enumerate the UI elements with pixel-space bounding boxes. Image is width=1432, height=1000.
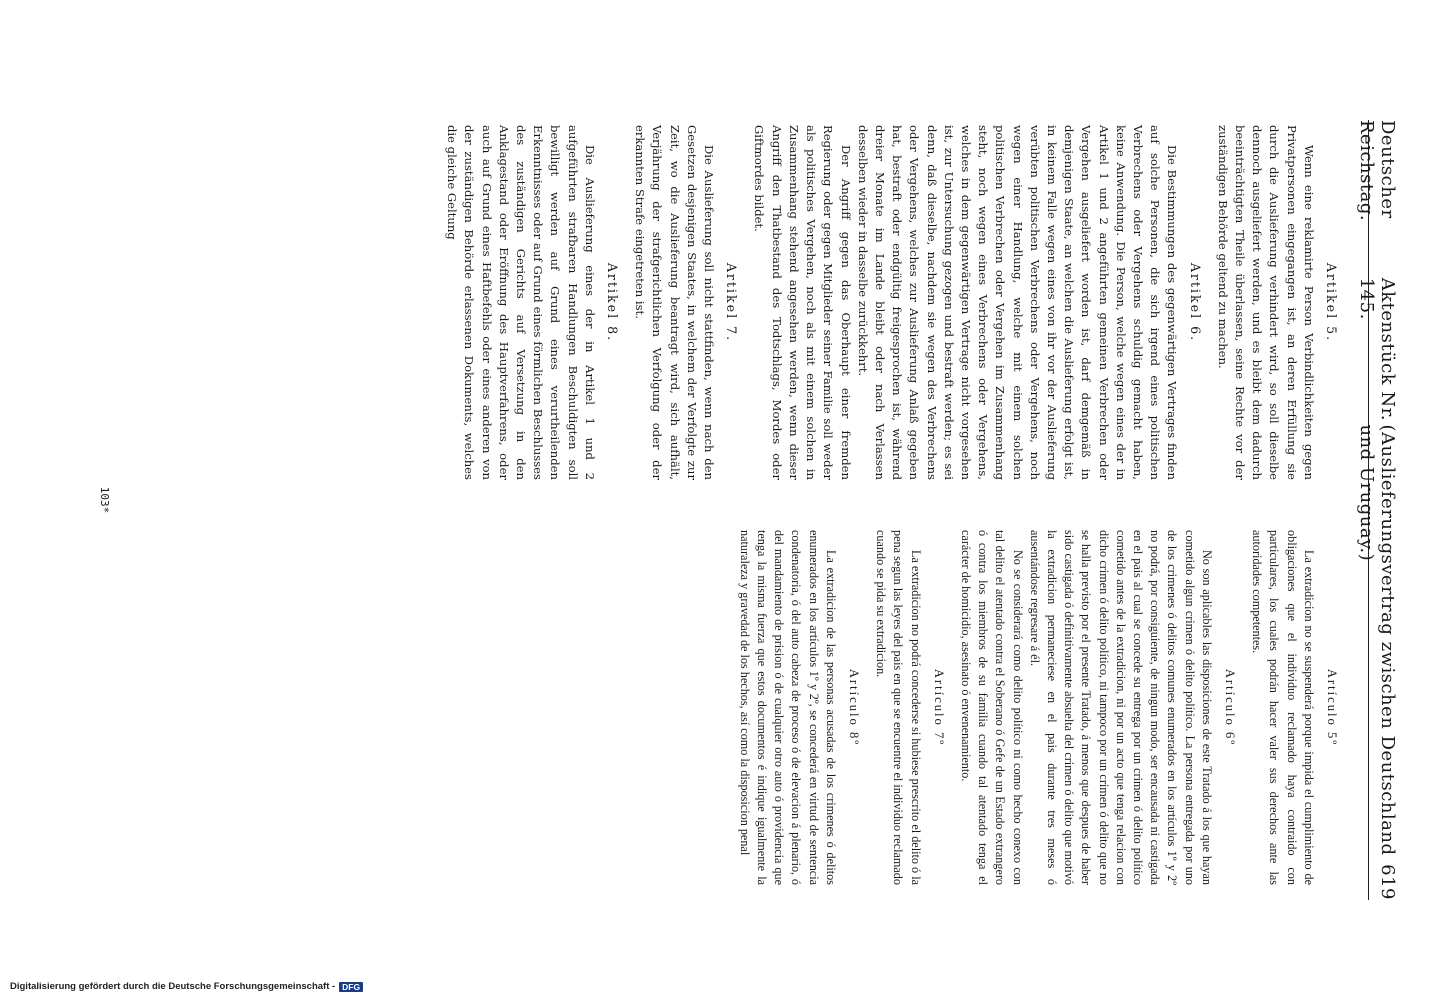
german-art8-title: Artikel 8. [605, 262, 621, 343]
header-right: (Auslieferungsvertrag zwischen Deutschland und Uruguay.) [1356, 424, 1398, 856]
german-art7-text: Die Auslieferung soll nicht stattfinden, wenn nach den Gesetzen desjenigen Staates, in welchem der Verfolgte zur Zeit, wo die Auslieferung beantragt wird, sich aufhält, Verjährung der strafgerichtlichen Verfolgung oder der erkannten Strafe eingetreten ist. [633, 125, 717, 480]
spanish-art5-title: Artículo 5º [1325, 668, 1339, 747]
spanish-art6-title: Artículo 6º [1222, 668, 1237, 747]
german-column [443, 125, 1350, 480]
spanish-art7-title: Artículo 7º [931, 668, 946, 747]
header-page-number: 619 [1377, 864, 1398, 900]
spanish-column [736, 530, 1351, 885]
credit-text: Digitalisierung gefördert durch die Deutsche Forschungsgemeinschaft - [10, 981, 336, 992]
spanish-art8-text: La extradicion de las personas acusadas de los crimenes ó delitos enumerados en los artículos 1º y 2º, se concederá en virtud de sentencia condenatoria, ó del auto cabeza de proceso ó de elevacion á plenario, ó del mandamiento de prision ó de cualquier otro auto ó providencia que tenga la misma fuerza que estos documentos é indique igualmente la naturaleza y gravedad de los hechos, así como la disposicion penal [737, 530, 838, 885]
spanish-art6-text-2: No se considerará como delito político ni como hecho conexo con tal delito el atentado contra el Soberano ó Gefe de un Estado extrangero ó contra los miembros de su familia cuando tal atentado tenga el carácter de homicidio, asesinato ó envenenamiento. [958, 530, 1025, 885]
german-art8-text: Die Auslieferung eines der in Artikel 1 und 2 aufgeführten strafbaren Handlungen Beschuldigten soll bewilligt werden auf Grund eines verurtheilenden Erkenntnisses oder auf Grund eines förmlichen Beschlusses des zuständigen Gerichts auf Versetzung in den Anklagestand oder Eröffnung des Hauptverfahrens, oder auch auf Grund eines Haftbefehls oder eines anderen von der zuständigen Behörde erlassenen Dokuments, welches die gleiche Geltung [445, 125, 597, 480]
spanish-art8-title: Artículo 8º [846, 668, 861, 747]
spanish-art7-text: La extradicion no podrá concederse si hubiese prescrito el delito ó la pena segun las leyes del pais en que se encuentre el individuo reclamado cuando se pida su extradicion. [874, 530, 923, 885]
german-art6-text-2: Der Angriff gegen das Oberhaupt einer fremden Regierung oder gegen Mitglieder seiner Familie soll weder als politisches Vergehen, noch als mit einem solchen in Zusammenhang stehend angesehen werden, wenn dieser Angriff den Thatbestand des Todtschlags, Mordes oder Giftmordes bildet. [752, 125, 853, 480]
german-art5-title: Artikel 5. [1324, 262, 1339, 343]
digitization-credit [10, 981, 363, 992]
running-header [1356, 120, 1398, 900]
spanish-art6-text-1: No son aplicables las disposiciones de este Tratado á los que hayan cometido algun crimen ó delito político. La persona entregada por uno de los crimenes ó delitos comunes enumerados en los artículos 1º y 2º no podrá, por consiguiente, de ningun modo, ser encausada ni castigada en el pais al cual se concede su entrega por un crimen ó delito político cometido antes de la extradicion, ni por un acto que tenga relacion con dicho crimen ó delito político, ni tampoco por un crimen ó delito que no se halla previsto por el presente Tratado, á menos que despues de haber sido castigada ó definitivamente absuelta del crimen ó delito que motivó la extradicion permaneciese en el pais durante tres meses ó ausentándose regresare á él. [1027, 530, 1214, 885]
german-art5-text: Wenn eine reklamirte Person Verbindlichkeiten gegen Privatpersonen eingegangen ist, an deren Erfüllung sie durch die Auslieferung verhindert wird, so soll dieselbe dennoch ausgeliefert werden, und es bleibt dem dadurch beeinträchtigten Theile überlassen, seine Rechte vor der zuständigen Behörde geltend zu machen. [1215, 125, 1316, 480]
header-center: Aktenstück Nr. 145. [1356, 277, 1398, 421]
german-art6-text-1: Die Bestimmungen des gegenwärtigen Vertrages finden auf solche Personen, die sich irgend eines politischen Verbrechens oder Vergehens schuldig gemacht haben, keine Anwendung. Die Person, welche wegen eines der in Artikel 1 und 2 angeführten gemeinen Verbrechen oder Vergehen ausgeliefert worden ist, darf demgemäß in demjenigen Staate, an welchen die Auslieferung erfolgt ist, in keinem Falle wegen eines von ihr vor der Auslieferung verübten politischen Verbrechens oder Vergehens, noch wegen einer Handlung, welche mit einem solchen politischen Verbrechen oder Vergehen im Zusammenhang steht, noch wegen eines Verbrechens oder Vergehens, welches in dem gegenwärtigen Vertrage nicht vorgesehen ist, zur Untersuchung gezogen und bestraft werden; es sei denn, daß dieselbe, nachdem sie wegen des Verbrechens oder Vergehens, welches zur Auslieferung Anlaß gegeben hat, bestraft oder endgültig freigesprochen ist, während dreier Monate im Lande bleibt oder nach Verlassen desselben wieder in dasselbe zurückkehrt. [855, 125, 1180, 480]
german-art6-title: Artikel 6. [1187, 262, 1203, 343]
german-art7-title: Artikel 7. [724, 262, 740, 343]
dfg-logo-icon: DFG [339, 982, 363, 992]
spanish-art5-text: La extradicion no se suspenderá porque impida el cumplimiento de obligaciones que el individuo reclamado haya contraido con particulares, los cuales podrán hacer valer sus derechos ante las autoridades competentes. [1250, 530, 1316, 885]
header-left: Deutscher Reichstag. [1356, 120, 1398, 222]
footer-page-number: 103* [98, 486, 111, 514]
